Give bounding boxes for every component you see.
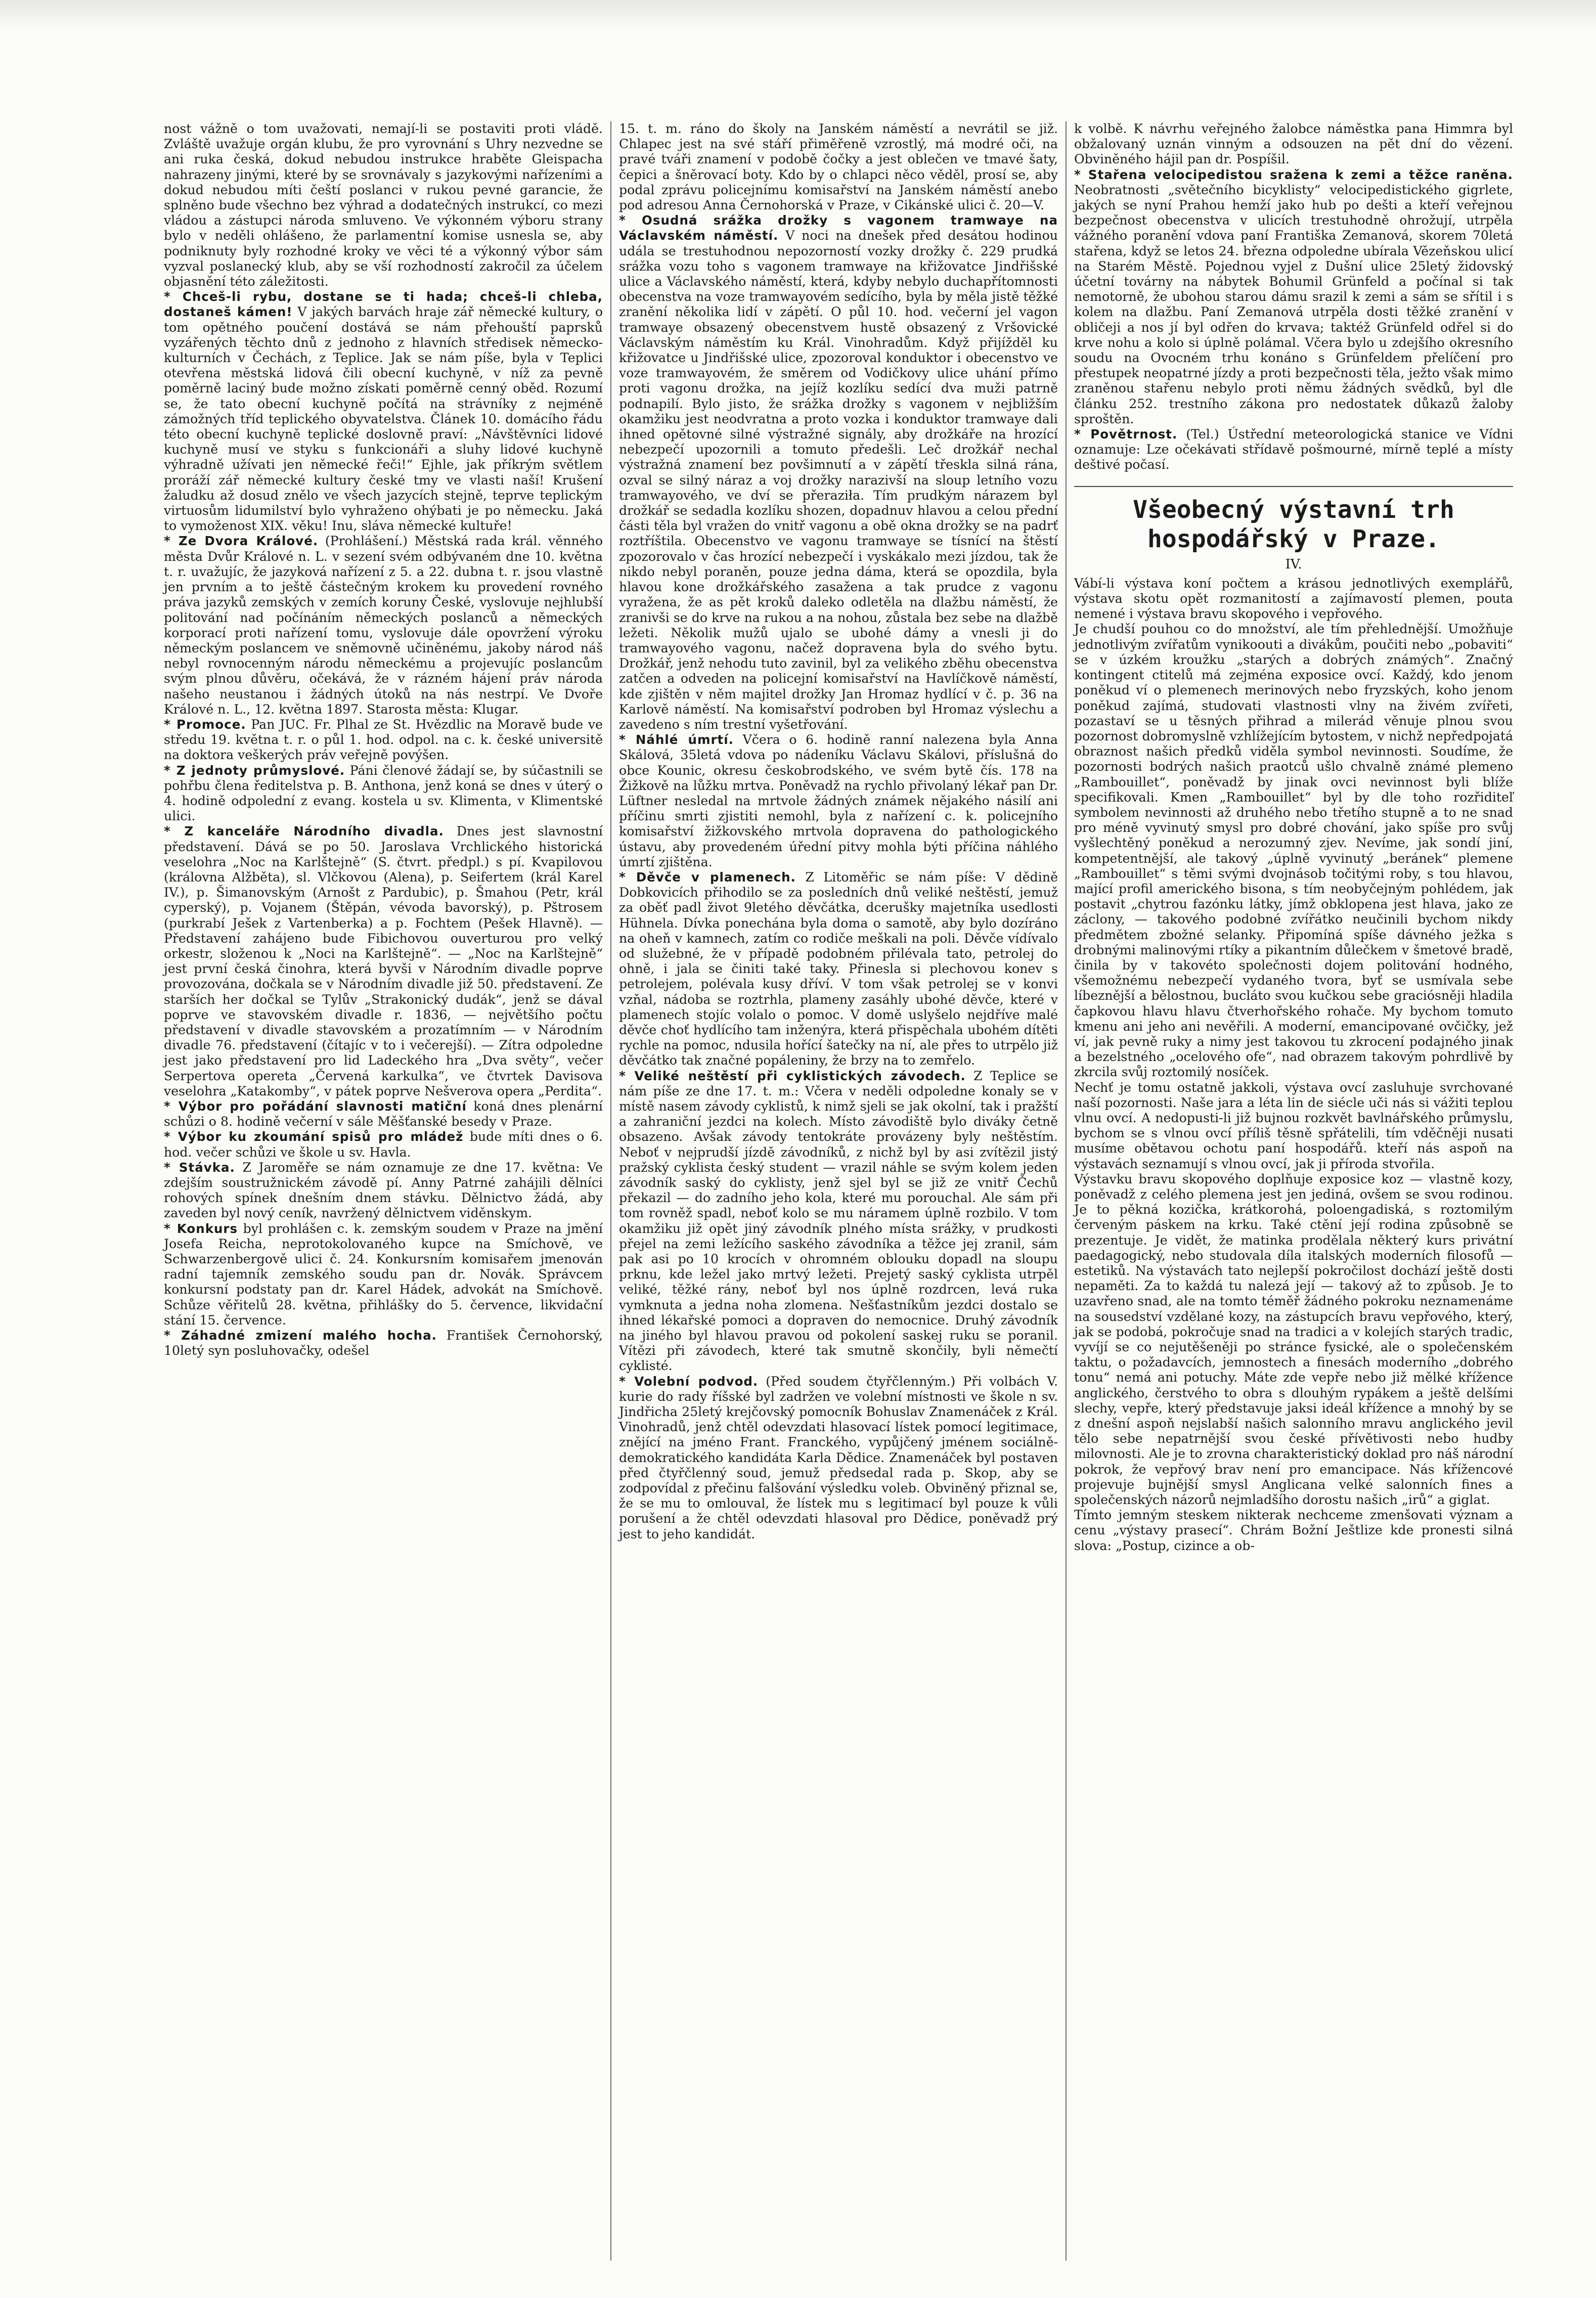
article-paragraph [619, 732, 1058, 870]
article-text: Z Teplice se nám píše ze dne 17. t. m.: Včera v neděli odpoledne konaly se v místě nasem závody cyklistů, k nimž sjeli se jak okolní, tak i pražští a zahraniční jezdci na kolech. Místo závodiště bylo diváky četně obsazeno. Avšak závody tentokráte provázeny byly neštěstím. Neboť v nejprudší jízdě závodníků, z nichž byl by asi zvítězil jistý pražský cyklista český student — vrazil náhle se svým kolem jeden závodník saský do cyklisty, jenž sjel byl se již ze vnitř Čechů překazil — do zadního jeho kola, které mu porouchal. Ale sám při tom rovněž spadl, neboť kolo se mu náramem úplně rozbilo. V tom okamžiku již opět jiný závodník plného místa srážky, v prudkosti přejel na zemi ležícího saského závodníka a těžce jej zranil, sám pak asi po 10 krocích v ohromném oblouku dopadl na sloupu prknu, kde ležel jako mrtvý ležeti. Prejetý saský cyklista utrpěl veliké, těžké rány, neboť byl nos úplně rozdrcen, levá ruka vymknuta a jedna noha zlomena. Nešťastníkům jezdci dostalo se ihned lékařské pomoci a dopraven do nemocnice. Druhý závodník na jiného byl hlavou pravou od pokolení saskej ruku se poranil. Vítězi při závodech, které tak smutně skončily, byli němečtí cyklisté. [619, 1068, 1058, 1374]
article-heading: * Konkurs [164, 1221, 238, 1236]
article-text: bude míti dnes o 6. hod. večer schůzi ve škole u sv. Havla. [164, 1129, 603, 1160]
section-number: IV. [1285, 556, 1302, 572]
article-heading: * Ze Dvora Králové. [164, 534, 319, 549]
article-paragraph [164, 289, 603, 534]
article-paragraph [164, 824, 603, 1099]
article-text: František Černohorský, 10letý syn posluhovačky, odešel [164, 1328, 603, 1358]
article-heading: * Děvče v plamenech. [619, 869, 796, 885]
article-text: Nechť je tomu ostatně jakkoli, výstava ovcí zasluhuje svrchované naší pozornosti. Naše jara a léta lin de siécle uči nás si vážiti teplou vlnu ovcí. A nedopusti-li již bujnou rozkvět bavlnářského průmyslu, bychom se s vlnou ovcí příliš těsně spřátelili, tím vděčněji nusati musíme obětavou ochotu paní hospodářů. kteří nás aspoň na výstavách seznamují s vlnou ovcí, jak ji příroda stvořila. [1074, 1080, 1513, 1171]
article-text: Pan JUC. Fr. Plhal ze St. Hvězdlic na Moravě bude ve středu 19. května t. r. o půl 1. hod. odpol. na c. k. české universitě na doktora veškerých práv veřejně povýšen. [164, 717, 603, 763]
article-heading: * Z kanceláře Národního divadla. [164, 824, 444, 839]
article-paragraph [1074, 622, 1513, 1080]
article-heading: * Z jednoty průmyslové. [164, 763, 345, 778]
article-heading: * Povětrnost. [1074, 427, 1178, 442]
article-heading: * Volební podvod. [619, 1374, 759, 1389]
article-text: Tímto jemným steskem nikterak nechceme zmenšovati význam a cenu „výstavy prasecí“. Chrám Božní Ještlize kde pronesti silná slova: „Postup, cizince a ob- [1074, 1508, 1513, 1553]
article-heading: * Výbor ku zkoumání spisů pro mládež [164, 1129, 464, 1144]
article-heading: * Promoce. [164, 717, 246, 732]
article-text: Páni členové žádají se, by súčastnili se pohřbu člena ředitelstva p. B. Anthona, jenž koná se dnes v úterý o 4. hodině odpolední z evang. kostela u sv. Klimenta, v Klimentské ulici. [164, 763, 603, 824]
article-paragraph [1074, 121, 1513, 167]
article-paragraph [164, 534, 603, 717]
article-text: Z Litoměřic se nám píše: V dědině Dobkovicích přihodilo se za posledních dnů veliké neštěstí, jemuž za oběť padl život 9letého děvčátka, dcerušky majetníka usedlosti Hühnela. Dívka ponechána byla doma o samotě, aby bylo dozíráno na oheň v kamnech, zatím co rodiče meškali na poli. Děvče vídívalo od služebné, že v případě podobném přilévala tato, petrolej do ohně, i jala se činiti také taky. Přinesla si plechovou konev s petrolejem, polévala kusy dříví. V tom však petrolej se v konvi vzňal, nádoba se roztrhla, plameny zasáhly ubohé děvče, které v plamenech stojíc volalo o pomoc. V domě uslyšelo nejdříve malé děvče choť hydlícího tam inženýra, která přispěchala ubohém dítěti rychle na pomoc, ndusila hořící šatečky na ní, ale přes to utrpělo již děvčátko tak značné popáleniny, že brzy na to zemřelo. [619, 869, 1058, 1068]
article-paragraph [164, 1129, 603, 1160]
column-3-paragraphs [1074, 121, 1513, 473]
newspaper-page [161, 121, 1531, 2261]
article-text: (Před soudem čtyřčlenným.) Při volbách V. kurie do rady říšské byl zadržen ve volební místnosti ve škole n sv. Jindřicha 25letý krejčovský pomocník Bohuslav Znamenáček z Král. Vinohradů, jenž chtěl odevzdati hlasovací lístek pomocí legitimace, znějící na jméno Frant. Franckého, vypůjčený jménem sociálně-demokratického kandidáta Karla Dědice. Znamenáček byl postaven před čtyřčlenný soud, jemuž předsedal rada p. Skop, aby se zodpovídal z přečinu falšování výsledku voleb. Obviněný přiznal se, že se mu to omlouval, že lístek mu s legitimací byl pouze k vůli porušení a že chtěl odevzdati hlasoval pro Dědice, poněvadž prý jest to jeho kandidát. [619, 1374, 1058, 1541]
column-divider [610, 121, 611, 2261]
column-1-paragraphs [164, 121, 603, 1358]
article-text: byl prohlášen c. k. zemským soudem v Praze na jmění Josefa Reicha, neprotokolovaného kupce na Smíchově, ve Schwarzenbergově ulici č. 24. Konkursním komisařem jmenován radní tajemník zemského soudu pan dr. Novák. Správcem konkursní podstaty pan dr. Karel Hádek, advokát na Smíchově. Schůze věřitelů 28. května, přihlášky do 5. července, likvidační stání 15. července. [164, 1221, 603, 1328]
article-text: (Prohlášení.) Městská rada král. věnného města Dvůr Králové n. L. v sezení svém odbývaném dne 10. května t. r. uvažujíc, že jazyková nařízení z 5. a 22. dubna t. r. jsou vlastně jen prvním a to ještě částečným krokem ku provedení rovného práva jazyků zemských v zemích koruny České, vyslovuje nejhlubší politování nad počínáním německých poslanců a německých korporací proti nařízení tomu, vyslovuje dále opovržení výroku německým poslancem ve sněmovně učiněnému, jakoby národ náš nebyl rovnocenným národu německému a projevujíc poslancům svým plnou důvěru, očekává, že v rázném hájení práv národa našeho neustanou i žádných útoků na nás nestrpí. Ve Dvoře Králové n. L., 12. května 1897. Starosta města: Klugar. [164, 534, 603, 717]
article-paragraph [1074, 427, 1513, 473]
column-3 [1071, 121, 1516, 2261]
article-paragraph [1074, 1508, 1513, 1554]
article-text: Vábí-li výstava koní počtem a krásou jednotlivých exemplářů, výstava skotu opět rozmanitostí a zajímavostí plemen, pouta nemené i výstava bravu skopového i vepřového. [1074, 576, 1513, 622]
article-paragraph [1074, 576, 1513, 622]
article-paragraph [164, 763, 603, 824]
article-paragraph [164, 1328, 603, 1358]
article-paragraph [1074, 1172, 1513, 1508]
article-text: (Tel.) Ústřední meteorologická stanice ve Vídni oznamuje: Lze očekávati střídavě pošmourné, mírně teplé a místy deštivé počasí. [1074, 427, 1513, 472]
article-heading: * Záhadné zmizení malého hocha. [164, 1328, 437, 1343]
article-text: Dnes jest slavnostní představení. Dává se po 50. Jaroslava Vrchlického historická veselohra „Noc na Karlštejně“ (S. čtvrt. předpl.) s pí. Kvapilovou (královna Alžběta), sl. Vlčkovou (Alena), p. Seifertem (král Karel IV.), p. Šimanovským (Arnošt z Pardubic), p. Šmahou (Petr, král cyperský), p. Vojanem (Štěpán, vévoda bavorský), p. Pštrosem (purkrabí Ješek z Vartenberka) a p. Fochtem (Pešek Hlavně). — Představení zahájeno bude Fibichovou ouverturou pro velký orkestr, složenou k „Noci na Karlštejně“. — „Noc na Karlštejně“ jest první česká činohra, která byvši v Národním divadle poprve provozována, dočkala se v Národním divadle již 50. představení. Ze starších her dočkal se Tylův „Strakonický dudák“, jenž se dával poprve ve stavovském divadle r. 1836, — největšího počtu představení v divadle stavovském a prozatímním — v Národním divadle 76. představení (čítajíc v to i večerejší). — Zítra odpoledne jest jako představení pro lid Ladeckého hra „Dva světy“, večer Serpertova operetа „Červená karkulka“, ve čtvrtek Davisova veselohra „Katakomby“, v pátek poprve Nešverova opera „Perdita“. [164, 824, 603, 1098]
article-text: 15. t. m. ráno do školy na Janském náměstí a nevrátil se již. Chlapec jest na své stáří přiměřeně vzrostlý, má modré oči, na pravé tváři znamení v podobě čočky a jest oblečen ve tmavé šaty, čepici a šněrovací boty. Kdo by o chlapci něco věděl, prosí se, aby podal zprávu policejnímu komisařství na Janském náměstí anebo pod adresou Anna Černohorská v Praze, v Cikánské ulici č. 20—V. [619, 121, 1058, 213]
section-paragraphs [1074, 576, 1513, 1554]
article-text: Včera o 6. hodině ranní nalezena byla Anna Skálová, 35letá vdova po nádeníku Václavu Skálovi, příslušná do obce Kounic, okresu českobrodského, ve svém bytě čís. 178 na Žižkově na lůžku mrtva. Poněvadž na rychlo přivolaný lékař pan Dr. Lüftner nesledal na mrtvole žádných známek nějakého násilí ani příčinu smrti zjistiti nemohl, byla z nařízení c. k. policejního komisařství žižkovského mrtvola dopravena do pathologického ústavu, aby provedeném úřední pitvy mohla býti příčina náhlého úmrtí zjištěna. [619, 732, 1058, 869]
article-heading: * Výbor pro pořádání slavnosti matiční [164, 1099, 467, 1114]
article-text: Výstavku bravu skopového doplňuje exposice koz — vlastně kozy, poněvadž z celého plemena jest jen jediná, ovšem se svou rodinou. Je to pěkná kozička, krátkorohá, poloengadiská, s roztomilým červeným páskem na krku. Také ctění její rodina způsobně se prezentuje. Je vidět, že matinka prodělala některý kurs privátní paedagogický, nebo studovala díla italských moderních filosofů — estetiků. Na výstavách tato nejlepší pokročilost dochází ještě dosti nepaměti. Za to každá tu nalezá její — takový až to způsob. Je to uzavřeno snad, ale na tomto téměř žádného pokroku neznamenáme na sousedství vzdělané kozy, na zástupcích bravu vepřového, který, jak se podobá, pokročuje snad na tradici a v kolejích starých tradic, vyvíjí se co nejutěšeněji po stránce fysické, ale o společenském taktu, o požadavcích, jemnostech a finesách moderního „dobrého tonu“ nemá ani potuchy. Máte zde vepře nebo již mělké křížence anglického, čerstvého to obra s dlouhým rypákem a ještě delšími slechy, vepře, který představuje jaksi ideál křížence a mnohý by se z dnešní aspoň nejslabší našich salonního mravu anglického jevil tělo sebe nepatrnější svou české přívětivosti nebo hudby milovnosti. Ale je to zrovna charakteristický doklad pro náš národní pokrok, že vepřový brav není pro emancipace. Nás křížencové projevuje bujnější smysl Anglicana velké salonních fines a společenských názorů nejmladšího dorostu našich „irů“ a giglat. [1074, 1171, 1513, 1508]
article-text: Z Jaroměře se nám oznamuje ze dne 17. května: Ve zdejším soustružnickém závodě pí. Anny Patrné zahájili dělníci rohových spínek dnešním dnem stávku. Dělnictvo žádá, aby zaveden byl nový ceník, navržený dělnictvem viděnskym. [164, 1160, 603, 1221]
article-text: koná dnes plenární schůzi o 8. hodině večerní v sále Měšťanské besedy v Praze. [164, 1099, 603, 1129]
article-paragraph [619, 121, 1058, 213]
article-text: nost vážně o tom uvažovati, nemají-li se postaviti proti vládě. Zvláště uvažuje orgán klubu, že pro vyrovnání s Uhry nezvedne se ani ruka česká, dokud nebudou instrukce hraběte Gleispacha nahrazeny jinými, které by se srovnávaly s jazykovými nařízeními a dokud nebudou míti čeští poslanci v rukou pevné garancie, že splněno bude všechno bez výhrad a dodatečných instrukcí, co mezi vládou a zástupci národa smluveno. Ve výkonném výboru strany bylo v neděli ohlášeno, že parlamentní komise usnesla se, aby podniknuty byly rozhodné kroky ve věci té a výkonný výbor sám vyzval poslanecký klub, aby se vší rozhodností zakročil za účelem objasnění této záležitosti. [164, 121, 603, 289]
article-heading: * Veliké neštěstí při cyklistických závodech. [619, 1068, 966, 1083]
article-text: V noci na dnešek před desátou hodinou udála se trestuhodnou nepozorností vozky drožky č. 229 prudká srážka vozu toho s vagonem tramwaye na křižovatce Jindřišské ulice a Václavského náměstí, která, kdyby nebylo duchapřítomnosti obecenstva na voze tramwayovém sedícího, byla by měla jistě těžké zranění několika lidí v zápětí. O půl 10. hod. večerní jel vagon tramwaye obsazený obecenstvem hustě obsazený z Vršovické Václavským náměstím ku Král. Vinohradům. Když přijížděl ku křižovatce u Jindřišské ulice, zpozoroval konduktor i obecenstvo ve voze tramwayovém, že směrem od Vodičkovy ulice uhání přímo proti vagonu drožka, na jejíž kozlíku sedící dva muži patrně podnapilí. Bylo jisto, že srážka drožky s vagonem v nejbližším okamžiku jest neodvratna a proto vozka i konduktor tramwaye dali ihned opětovné silné výstražné signály, aby drožkáře na hrozící nebezpečí upozornili a tomuto předešli. Leč drožkář nechal výstražná znamení bez povšimnutí a v zápětí třeskla silná rána, ozval se silný nárаz a voj drožky narazivší na sloup letního vozu tramwayového, ve dví se přeraziła. Tím prudkým nárazem byl drožkář se sedadla kozlíku shozen, dopadnuv hlavou a celou přední části těla byl vražen do vnitř vagonu a obě okna drožky se na padrť roztříštila. Obecenstvo ve vagonu tramwaye se tísnící na štěstí zpozorovalo v čas hrozící nebezpečí i vyskákalo mezi jízdou, tak že nikdo nebyl poraněn, pouze jedna dáma, která se opozdila, byla hlavou kone drožkářského zasažena a tak prudce z vagonu vyražena, že as pět kroků daleko odletěla na dlažbu náměstí, že zranivši se do krve na rukou a na nohou, zůstala bez sebe na dlažbě ležeti. Několik mužů ujalo se ubohé dámy a vnesli ji do tramwayového vagonu, načež dopravena byla do svého bytu. Drožkář, jenž nehodu tuto zavinil, byl za velikého zběhu obecenstva zatčen a odveden na policejní komisařství na Havlíčkově náměstí, kde zjištěn v něm majitel drožky Jan Hromaz hydlící v č. p. 36 na Karlově náměstí. Na komisařství podroben byl Hromaz výslechu a zavedeno s ním trestní vyšetřování. [619, 228, 1058, 732]
article-paragraph [619, 870, 1058, 1069]
article-paragraph [1074, 1080, 1513, 1172]
article-paragraph [619, 213, 1058, 732]
column-1 [161, 121, 606, 2261]
article-heading: * Stávka. [164, 1160, 235, 1175]
article-paragraph [164, 1221, 603, 1328]
article-paragraph [1074, 167, 1513, 427]
column-2-paragraphs [619, 121, 1058, 1542]
article-text: V jakých barvách hraje zář německé kultury, o tom opětného poučení dostává se nám přehouští paprsků vyzářených těchto dnů z jednoho z hlavních středisek německo-kulturních v Čechách, z Teplice. Jak se nám píše, byla v Teplici otevřena městská lidová čili obecní kuchyně, v níž za pevně poměrně laciný bude možno získati poměrně cenný oběd. Rozumí se, že tato obecní kuchyně počítá na strávníky z nejméně zámožných tříd teplického obyvatelstva. Článek 10. domácího řádu této obecní kuchyně teplické doslovně praví: „Návštěvníci lidové kuchyně musí ve styku s funkcionáři a sluhy lidové kuchyně výhradně užívati jen německé řeči!“ Ejhle, jak příkrým světlem proráží zář německé kultury české tmy ve vlasti naší! Krušení žaludku až dosud znělo ve všech jazycích stejně, teprve teplickým virtuosům lidumilství bylo vyhraženo ohýbati je po německu. Jaká to vymoženost XIX. věku! Inu, sláva německé kultuře! [164, 304, 603, 534]
article-paragraph [164, 1099, 603, 1129]
article-paragraph [164, 717, 603, 763]
article-heading: * Chceš-li rybu, dostane se ti hada; chceš-li chleba, dostaneš kámen! [164, 289, 603, 320]
article-paragraph [619, 1069, 1058, 1374]
section-title: Všeobecný výstavní trh hospodářský v Praze. [1074, 486, 1513, 554]
article-text: k volbě. K návrhu veřejného žalobce náměstka pana Himmra byl obžalovaný uznán vinným a odsouzen na pět dní do vězení. Obviněného hájil pan dr. Pospíšil. [1074, 121, 1513, 167]
article-paragraph [619, 1374, 1058, 1542]
article-heading: * Náhlé úmrtí. [619, 732, 734, 747]
article-text: Neobratnosti „světečního bicyklisty“ velocipedistického gigrlete, jakých se nyní Prahou hemží jako hub po dešti a kteří veřejnou bezpečnost obecenstva v ulicích trestuhodně ohrožují, utrpěla vážného poranění vdova paní Františka Zemanová, skorem 70letá stařena, když se letos 24. března odpoledne ubírala Vězeňskou ulicí na Starém Městě. Pojednou vyjel z Dušní ulice 25letý židovský účetní továrny na nábytek Bohumil Grünfeld a počínal si tak nemotorně, že ubohou starou dámu srazil k zemi a sám se sřítil i s kolem na dlažbu. Paní Zemanová utrpěla dosti těžké zranění v obličeji a nos jí byl odřen do krvava; taktéž Grünfeld odřel si do krve nohu a kolo si úplně polámal. Včera bylo u zdejšího okresního soudu na Ovocném trhu konáno s Grünfeldem přelíčení pro přestupek neopatrné jízdy a proti bezpečnosti těla, ježto však mimo zraněnou stařenu nebylo proti němu žádných svědků, byl dle článku 252. trestního zákona pro nedostatek důkazů žaloby sproštěn. [1074, 182, 1513, 426]
article-text: Je chudší pouhou co do množství, ale tím přehlednější. Umožňuje jednotlivým zvířatům vynikoouti a divákům, poučiti nebo „pobaviti“ se v úzkém kroužku „starých a dobrých známých“. Značný kontingent ctitelů má zejména exposice ovcí. Každý, kdo jenom poněkud ví o plemenech merinových nebo fryzských, koho jenom poněkud zajímá, studovati vlastnosti vlny na živém zvířeti, pozastaví se u těsných přihrad a milerád věnuje plnou svou pozornost dobromyslně vzhlížejícím bytostem, v nichž nepředpojatá obraznost našich předků viděla symbol nevinnosti. Soudíme, že pozornosti bodrých našich praotců ušlo chvalně známé plemeno „Rambouillet“, poněvadž by jinak ovci nevinnost byli blíže specifikovali. Kmen „Rambouillet“ byl by dle toho rozřiditeľ symbolem nevinnosti až druhého nebo třetího stupně a to ne snad pro méně vyvinutý smysl pro dobré chování, jako spíše pro svůj vyšlechtěný poněkud a nerozumný zjev. Nevíme, jak sondí jiní, kompetentnější, ale takový „úplně vyvinutý „beránek“ plemene „Rambouillet“ s těmi svými dvojnásob točitými roby, s tou hlavou, mající profil amerického bisona, s tím neobyčejným pohlédem, jak postavit „chytrou fazónku látky, jímž obklopena jest hlava, jako ze záclony, — takového podobné zvířátko neučinili bychom nikdy předmětem zbožné selanky. Připomíná spíše dávného ježka s drobnými malinovými rtíky a pikantním důlečkem v šmetové bradě, činila by v takovéto společnosti dojem politování hodného, všemožnému nebezpečí vydaného tvora, byť se usmívala sebe líbeznější a bělostnou, bucláto svou kučkou sebe graciósněji hladila čapkovou hlavu hlavu čtverhořského rohače. My bychom tomuto kmenu ani jeho ani nevěřili. A moderní, emancipované ovčičky, jež ví, jak pevně ruky a nimy jest takovou tu zkrocení podajného jinak a bezelstného „ocelového ofe“, nad obrazem takovým pohrdlivě by zkrcila svůj roztomilý nosíček. [1074, 622, 1513, 1080]
column-2 [616, 121, 1061, 2261]
scan-edge [0, 0, 1596, 30]
article-paragraph [164, 1160, 603, 1221]
column-divider [1066, 121, 1067, 2261]
article-heading: * Stařena velocipedistou sražena k zemi a těžce raněna. [1074, 167, 1513, 182]
article-paragraph [164, 121, 603, 289]
article-heading: * Osudná srážka drožky s vagonem tramwaye na Václavském náměstí. [619, 213, 1058, 243]
